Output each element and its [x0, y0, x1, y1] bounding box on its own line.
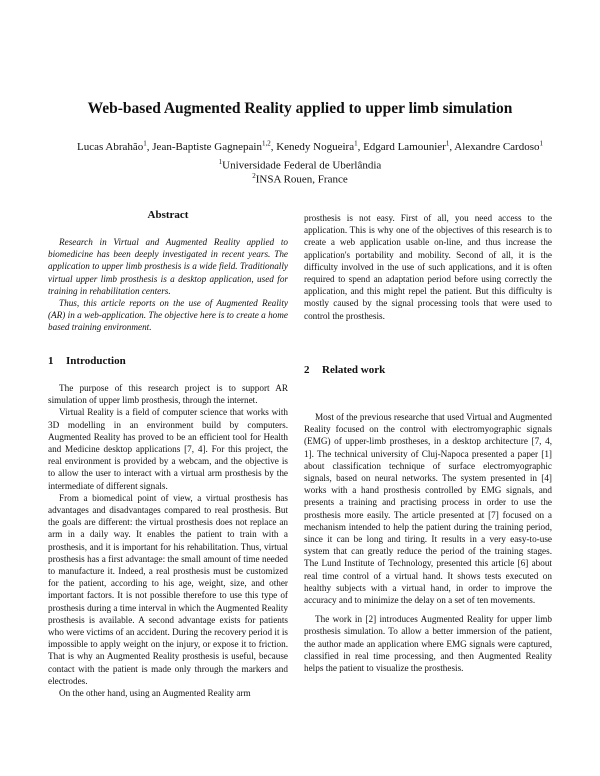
affiliation-2 [0, 169, 600, 187]
author: Alexandre Cardoso [454, 141, 540, 153]
author: Kenedy Nogueira [276, 141, 355, 153]
author: Edgard Lamounier [363, 141, 446, 153]
affiliation-mark: 2 [252, 172, 256, 180]
introduction-continued [304, 212, 552, 322]
section-heading-related-work [304, 364, 385, 376]
abstract-heading: Abstract [147, 209, 189, 221]
abstract-body [48, 236, 288, 334]
author: Lucas Abrahão [77, 141, 144, 153]
author-affiliation-mark: 1,2 [261, 139, 271, 148]
body-paragraph: Virtual Reality is a field of computer science that works with 3D modelling in an environment build by computers. Augmented Reality has proved to be an efficient tool for Health and Medicine desktop applications [7, 4]. For this project, the real environment is provided by a webcam, and the objective is to allow the user to interact with a virtual arm prosthesis by the intermediate of different signals. [48, 407, 288, 491]
affiliation-name: Universidade Federal de Uberlândia [222, 159, 382, 172]
body-paragraph: Most of the previous researche that used Virtual and Augmented Reality focused on the control with electromyographic signals (EMG) of upper-limb prostheses, in a desktop architecture [7, 4, 1]. The technical university of Cluj-Napoca presented a paper [1] about classification technique of surface electromyographic signals, based on neural networks. The system presented in [4] works with a hand prosthesis controlled by EMG signals, and presents a training and practising process in order to use the prosthesis more easily. The article presented at [7] focused on a mechanism intended to help the patient during the training period, since it can be long and tiring. It results in a very easy-to-use system that can greatly reduce the period of the training stages. The Lund Institute of Technology, presented this article [6] about real time control of a virtual hand. It shows tests executed on healthy subjects with a virtual hand, in order to improve the accuracy and to minimize the delay on a set of ten movements. [304, 412, 552, 606]
affiliation-name: INSA Rouen, France [255, 173, 348, 186]
body-paragraph: prosthesis is not easy. First of all, you need access to the application. This is why one of the objectives of this research is to create a web application usable on-line, and thus increase the application's portability and mobility. Second of all, it is the difficulty involved in the use of such applications, and it is often required to spend an adaptation period before using correctly the application, and this might repel the patient. But this difficulty is mostly caused by the signal processing tools that were used to control the prosthesis. [304, 213, 552, 321]
abstract-paragraph: Research in Virtual and Augmented Reality applied to biomedicine has been deeply investigated in recent years. The application to upper limb prosthesis is a wide field. Traditionally virtual upper limb prosthesis is a desktop application, used for training in rehabilitation centers. [48, 237, 288, 296]
paper-title: Web-based Augmented Reality applied to upper limb simulation [87, 100, 513, 117]
section-number: 2 [304, 364, 310, 376]
author-affiliation-mark: 1 [354, 139, 358, 148]
body-paragraph: The purpose of this research project is to support AR simulation of upper limb prosthesis, through the internet. [48, 383, 288, 406]
author-affiliation-mark: 1 [143, 139, 147, 148]
author-list: Lucas Abrahão$^1$, Jean-Baptiste Gagnepain$^{1,2}$, Kenedy Nogueira$^1$, Edgard Lamounier$^1$, Alexandre Cardoso$^1$ [77, 139, 543, 153]
affiliation-mark: 1 [218, 158, 223, 166]
author-affiliation-mark: 1 [445, 139, 450, 148]
related-work-body [304, 411, 552, 674]
section-title: Related work [322, 364, 386, 376]
author-affiliation-mark: 1 [539, 139, 543, 148]
section-heading-introduction [48, 355, 126, 367]
section-title: Introduction [66, 355, 126, 367]
introduction-body [48, 382, 288, 699]
section-number: 1 [48, 355, 54, 367]
body-paragraph: On the other hand, using an Augmented Reality arm [59, 688, 251, 699]
body-paragraph: From a biomedical point of view, a virtual prosthesis has advantages and disadvantages compared to real prosthesis. But the goals are different: the virtual prosthesis does not replace an arm in a daily way. It enables the patient to train with a prosthesis, and it is important for his rehabilitation. Thus, virtual prosthesis has a first advantage: the small amount of time needed to manufacture it. Indeed, a real prosthesis must be customized for the patient, according to his age, weight, size, and other important factors. It is not possible therefore to use this type of prosthesis during a time interval in which the Augmented Reality prosthesis is available. A second advantage exists for patients who were victims of an accident. During the recovery period it is impossible to apply weight on the injury, or expose it to friction. That is why an Augmented Reality prosthesis is useful, because contact with the patient is made only through the markers and electrodes. [48, 492, 288, 686]
abstract-paragraph: Thus, this article reports on the use of Augmented Reality (AR) in a web-application. The objective here is to create a home based training environment. [48, 298, 288, 333]
body-paragraph: The work in [2] introduces Augmented Reality for upper limb prosthesis simulation. To allow a better immersion of the patient, the author made an application where EMG signals were captured, classified in real time processing, and then Augmented Reality helps the patient to visualize the prosthesis. [304, 614, 552, 674]
author: Jean-Baptiste Gagnepain [152, 141, 262, 153]
